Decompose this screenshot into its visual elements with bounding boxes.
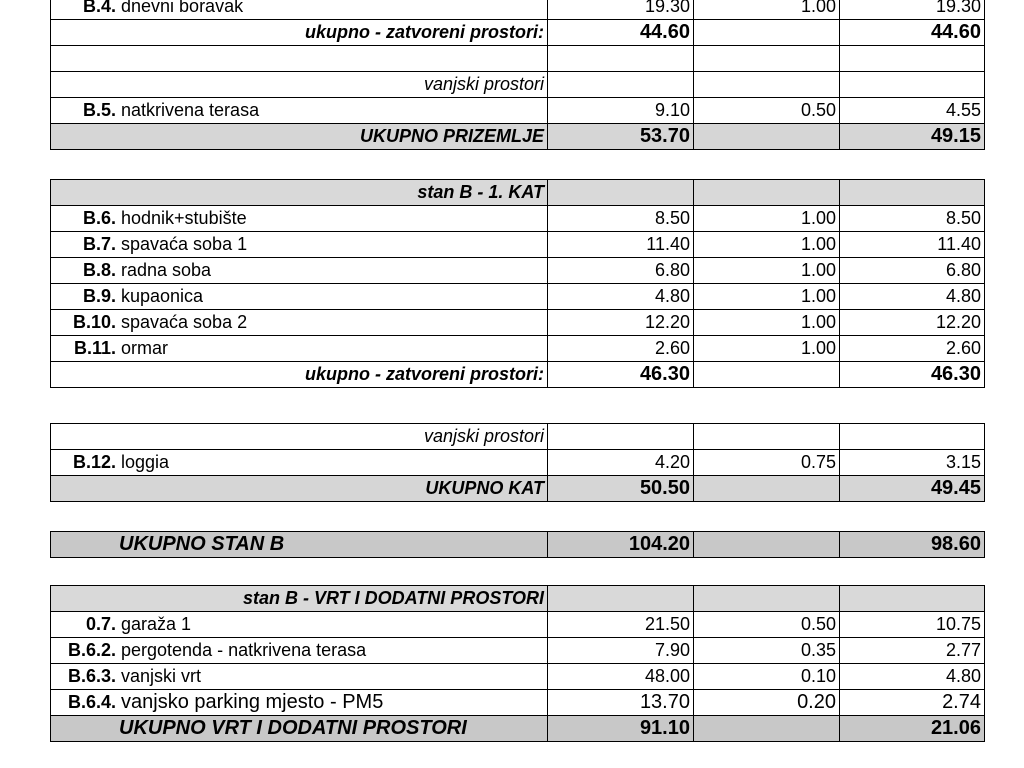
grand-total-label: UKUPNO STAN B: [51, 532, 548, 558]
area-cell: 8.50: [548, 206, 694, 232]
grand-total-row: [51, 716, 985, 742]
table-row: [51, 612, 985, 638]
coefficient-cell: 0.75: [694, 450, 840, 476]
total-label: UKUPNO PRIZEMLJE: [51, 124, 548, 150]
subtotal-net: 46.30: [840, 362, 985, 388]
net-area-cell: 4.80: [840, 284, 985, 310]
total-label: UKUPNO KAT: [51, 476, 548, 502]
total-row: [51, 124, 985, 150]
coefficient-cell: 0.20: [694, 690, 840, 716]
table-header-row: [51, 180, 985, 206]
table-row: [51, 450, 985, 476]
net-area-cell: 10.75: [840, 612, 985, 638]
table-row: [51, 98, 985, 124]
net-area-cell: 19.30: [840, 0, 985, 20]
subtotal-label: ukupno - zatvoreni prostori:: [51, 362, 548, 388]
table-row: [51, 336, 985, 362]
room-code: B.6.4.: [67, 692, 116, 712]
area-cell: 4.20: [548, 450, 694, 476]
grand-total-net: 21.06: [840, 716, 985, 742]
subtotal-label: ukupno - zatvoreni prostori:: [51, 20, 548, 46]
area-cell: 4.80: [548, 284, 694, 310]
grand-total-label: UKUPNO VRT I DODATNI PROSTORI: [51, 716, 548, 742]
net-area-cell: 6.80: [840, 258, 985, 284]
subtotal-area: 44.60: [548, 20, 694, 46]
coefficient-cell: 1.00: [694, 206, 840, 232]
room-code: B.11.: [73, 338, 116, 358]
net-area-cell: 3.15: [840, 450, 985, 476]
room-name: vanjski vrt: [121, 666, 202, 686]
net-area-cell: 8.50: [840, 206, 985, 232]
room-code: B.10.: [72, 312, 116, 332]
first-floor-table: [50, 179, 985, 388]
grand-total-area: 104.20: [548, 532, 694, 558]
net-area-cell: 4.80: [840, 664, 985, 690]
table-row: [51, 638, 985, 664]
grand-total-area: 91.10: [548, 716, 694, 742]
section-label: vanjski prostori: [51, 424, 548, 450]
room-code: B.6.: [82, 208, 116, 228]
room-code: B.5.: [82, 100, 116, 120]
net-area-cell: 2.74: [840, 690, 985, 716]
coefficient-cell: 0.50: [694, 98, 840, 124]
room-name: spavaća soba 1: [121, 234, 248, 254]
subtotal-row: [51, 20, 985, 46]
table-row: [51, 258, 985, 284]
room-name: vanjsko parking mjesto - PM5: [121, 691, 384, 713]
section-label: vanjski prostori: [51, 72, 548, 98]
garden-additional-table: [50, 585, 985, 742]
table-row: [51, 0, 985, 20]
room-name: ormar: [121, 338, 169, 358]
table-row: [51, 310, 985, 336]
table-header-row: [51, 586, 985, 612]
area-cell: 7.90: [548, 638, 694, 664]
grand-total-net: 98.60: [840, 532, 985, 558]
net-area-cell: 12.20: [840, 310, 985, 336]
coefficient-cell: 1.00: [694, 232, 840, 258]
area-cell: 6.80: [548, 258, 694, 284]
coefficient-cell: 1.00: [694, 310, 840, 336]
subtotal-net: 44.60: [840, 20, 985, 46]
area-cell: 19.30: [548, 0, 694, 20]
net-area-cell: 11.40: [840, 232, 985, 258]
total-row: [51, 476, 985, 502]
room-code: B.7.: [82, 234, 116, 254]
room-name: spavaća soba 2: [121, 312, 248, 332]
room-code: B.8.: [82, 260, 116, 280]
area-cell: 12.20: [548, 310, 694, 336]
room-name: dnevni boravak: [121, 0, 244, 16]
floor-outdoor-table: [50, 423, 985, 502]
apartment-total-table: [50, 531, 985, 558]
table-row: [51, 690, 985, 716]
room-code: B.4.: [82, 0, 116, 16]
room-name: loggia: [121, 452, 170, 472]
coefficient-cell: 1.00: [694, 284, 840, 310]
table-row: [51, 232, 985, 258]
room-name: hodnik+stubište: [121, 208, 247, 228]
room-name: radna soba: [121, 260, 212, 280]
section-label-row: [51, 72, 985, 98]
table-row: [51, 284, 985, 310]
section-header: stan B - VRT I DODATNI PROSTORI: [51, 586, 548, 612]
net-area-cell: 2.60: [840, 336, 985, 362]
total-area: 50.50: [548, 476, 694, 502]
area-cell: 13.70: [548, 690, 694, 716]
total-area: 53.70: [548, 124, 694, 150]
room-name: garaža 1: [121, 614, 192, 634]
total-net: 49.15: [840, 124, 985, 150]
room-code: 0.7.: [85, 614, 116, 634]
area-cell: 48.00: [548, 664, 694, 690]
area-cell: 9.10: [548, 98, 694, 124]
room-code: B.9.: [82, 286, 116, 306]
subtotal-row: [51, 362, 985, 388]
blank-row: [51, 46, 985, 72]
area-cell: 11.40: [548, 232, 694, 258]
table-row: [51, 664, 985, 690]
grand-total-row: [51, 532, 985, 558]
room-code: B.6.3.: [67, 666, 116, 686]
area-cell: 21.50: [548, 612, 694, 638]
net-area-cell: 2.77: [840, 638, 985, 664]
subtotal-area: 46.30: [548, 362, 694, 388]
room-name: kupaonica: [121, 286, 204, 306]
coefficient-cell: 1.00: [694, 0, 840, 20]
area-cell: 2.60: [548, 336, 694, 362]
table-row: [51, 206, 985, 232]
coefficient-cell: 0.50: [694, 612, 840, 638]
coefficient-cell: 1.00: [694, 258, 840, 284]
room-code: B.6.2.: [67, 640, 116, 660]
room-code: B.12.: [72, 452, 116, 472]
room-name: pergotenda - natkrivena terasa: [121, 640, 367, 660]
room-name: natkrivena terasa: [121, 100, 260, 120]
coefficient-cell: 1.00: [694, 336, 840, 362]
section-label-row: [51, 424, 985, 450]
ground-floor-table: [50, 0, 985, 150]
coefficient-cell: 0.35: [694, 638, 840, 664]
total-net: 49.45: [840, 476, 985, 502]
section-header: stan B - 1. KAT: [51, 180, 548, 206]
net-area-cell: 4.55: [840, 98, 985, 124]
coefficient-cell: 0.10: [694, 664, 840, 690]
